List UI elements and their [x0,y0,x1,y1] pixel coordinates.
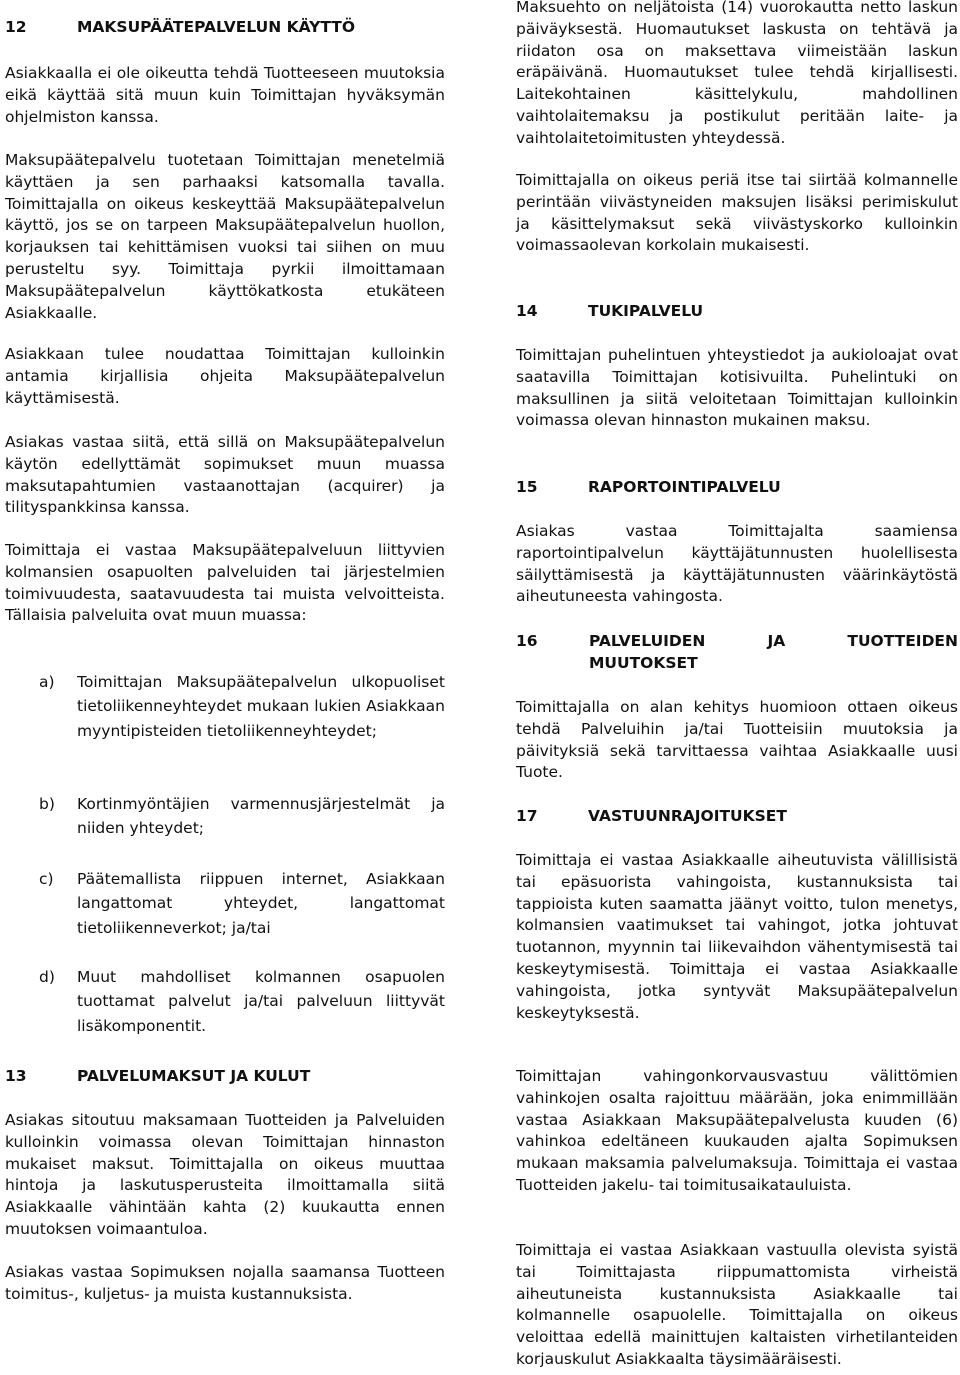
section-number: 16 [516,632,538,650]
list-item-b [39,792,445,841]
list-text: Muut mahdolliset kolmannen osapuolen tuottamat palvelut ja/tai palveluun liittyvät lisäkomponentit. [77,968,445,1035]
section-12-heading [5,16,445,38]
paragraph-13-2: Asiakas vastaa Sopimuksen nojalla saamansa Tuotteen toimitus-, kuljetus- ja muista kustannuksista. [5,1263,445,1303]
section-16-heading [516,630,958,674]
list-item-c [39,867,445,940]
paragraph-12-5: Toimittaja ei vastaa Maksupäätepalveluun liittyvien kolmansien osapuolten palveluiden tai järjestelmien toimivuudesta, saatavuudesta tai muista velvoitteista. Tällaisia palveluita ovat muun muassa: [5,541,445,625]
section-title: MAKSUPÄÄTEPALVELUN KÄYTTÖ [77,18,356,36]
section-title: RAPORTOINTIPALVELU [588,478,781,496]
paragraph-17-3: Toimittaja ei vastaa Asiakkaan vastuulla olevista syistä tai Toimittajasta riippumattomista virheistä aiheutuneista kustannuksista Asiakkaalle tai kolmannelle osapuolelle. Toimittajalla on oikeus veloittaa edellä mainittujen kaltaisten virhetilanteiden korjauskulut Asiakkaalta täysimääräisesti. [516,1241,958,1368]
section-title-line-1: PALVELUIDEN JA TUOTTEIDEN [589,632,958,650]
section-17-heading [516,805,958,827]
paragraph-16-1: Toimittajalla on alan kehitys huomioon ottaen oikeus tehdä Palveluihin ja/tai Tuotteisiin muutoksia ja päivityksiä sekä tarvittaessa vaihtaa Asiakkaalle uusi Tuote. [516,698,958,782]
list-text: Päätemallista riippuen internet, Asiakkaan langattomat yhteydet, langattomat tietoliikenneverkot; ja/tai [77,870,445,937]
section-number: 13 [5,1067,27,1085]
paragraph-13-4: Toimittajalla on oikeus periä itse tai siirtää kolmannelle perintään viivästyneiden maksujen lisäksi perimiskulut ja käsittelymaksut sekä viivästyskorko kulloinkin voimassaolevan korkolain mukaisesti. [516,171,958,255]
section-number: 17 [516,807,538,825]
paragraph-14-1: Toimittajan puhelintuen yhteystiedot ja aukioloajat ovat saatavilla Toimittajan kotisivuilta. Puhelintuki on maksullinen ja siitä veloitetaan Toimittajan kulloinkin voimassa olevan hinnaston mukainen maksu. [516,346,958,430]
paragraph-13-1: Asiakas sitoutuu maksamaan Tuotteiden ja Palveluiden kulloinkin voimassa olevan Toimittajan hinnaston mukaiset maksut. Toimittajalla on oikeus muuttaa hintoja ja laskutusperusteita ilmoittamalla siitä Asiakkaalle vähintään kahta (2) kuukautta ennen muutoksen voimaantuloa. [5,1111,445,1238]
section-15-heading [516,476,958,498]
list-item-a [39,670,445,743]
paragraph-12-3: Asiakkaan tulee noudattaa Toimittajan kulloinkin antamia kirjallisia ohjeita Maksupäätepalvelun käyttämisestä. [5,345,445,407]
section-title-line-2: MUUTOKSET [589,654,698,672]
list-marker: d) [39,968,55,986]
list-text: Toimittajan Maksupäätepalvelun ulkopuoliset tietoliikenneyhteydet mukaan lukien Asiakkaan myyntipisteiden tietoliikenneyhteydet; [77,673,445,740]
section-title: PALVELUMAKSUT JA KULUT [77,1067,311,1085]
section-number: 14 [516,302,538,320]
paragraph-15-1: Asiakas vastaa Toimittajalta saamiensa raportointipalvelun käyttäjätunnusten huolellisesta säilyttämisestä ja käyttäjätunnusten väärinkäytöstä aiheutuneesta vahingosta. [516,522,958,606]
list-marker: a) [39,673,55,691]
section-number: 15 [516,478,538,496]
paragraph-12-4: Asiakas vastaa siitä, että sillä on Maksupäätepalvelun käytön edellyttämät sopimukset muun muassa maksutapahtumien vastaanottajan (acquirer) ja tilityspankkinsa kanssa. [5,433,445,517]
section-title: VASTUUNRAJOITUKSET [588,807,787,825]
list-marker: b) [39,795,55,813]
list-text: Kortinmyöntäjien varmennusjärjestelmät ja niiden yhteydet; [77,795,445,838]
section-title: TUKIPALVELU [588,302,704,320]
section-14-heading [516,300,958,322]
section-13-heading [5,1065,445,1087]
paragraph-13-3: Maksuehto on neljätoista (14) vuorokautta netto laskun päiväyksestä. Huomautukset laskusta on tehtävä ja riidaton osa on maksettava viimeistään laskun eräpäivänä. Huomautukset tulee tehdä kirjallisesti. Laitekohtainen käsittelykulu, mahdollinen vaihtolaitemaksu ja postikulut peritään laite- ja vaihtolaitetoimitusten yhteydessä. [516,0,958,147]
paragraph-17-2: Toimittajan vahingonkorvausvastuu välittömien vahinkojen osalta rajoittuu määrään, joka enimmillään vastaa Asiakkaan Maksupäätepalvelusta kuuden (6) vahinkoa edeltäneen kuukauden ajalta Sopimuksen mukaan maksamia palvelumaksuja. Toimittaja ei vastaa Tuotteiden jakelu- tai toimitusaikatauluista. [516,1067,958,1194]
section-number: 12 [5,18,27,36]
paragraph-17-1: Toimittaja ei vastaa Asiakkaalle aiheutuvista välillisistä tai epäsuorista vahingoista, kustannuksista tai tappioista kuten saamatta jäänyt voitto, tulon menetys, kolmansien vaatimukset tai vahingot, jotka johtuvat tuotannon, myynnin tai liikevaihdon vähentymisestä tai keskeytymisestä. Toimittaja ei vastaa Asiakkaalle vahingoista, jotka syntyvät Maksupäätepalvelun keskeytyksestä. [516,851,958,1022]
list-marker: c) [39,870,54,888]
list-item-d [39,965,445,1038]
paragraph-12-2: Maksupäätepalvelu tuotetaan Toimittajan menetelmiä käyttäen ja sen parhaaksi katsomalla tavalla. Toimittajalla on oikeus keskeyttää Maksupäätepalvelun käyttö, jos se on tarpeen Maksupäätepalvelun huollon, korjauksen tai kehittämisen vuoksi tai siihen on muu perusteltu syy. Toimittaja pyrkii ilmoittamaan Maksupäätepalvelun käyttökatkosta etukäteen Asiakkaalle. [5,151,445,322]
paragraph-12-1: Asiakkaalla ei ole oikeutta tehdä Tuotteeseen muutoksia eikä käyttää sitä muun kuin Toimittajan hyväksymän ohjelmiston kanssa. [5,64,445,126]
